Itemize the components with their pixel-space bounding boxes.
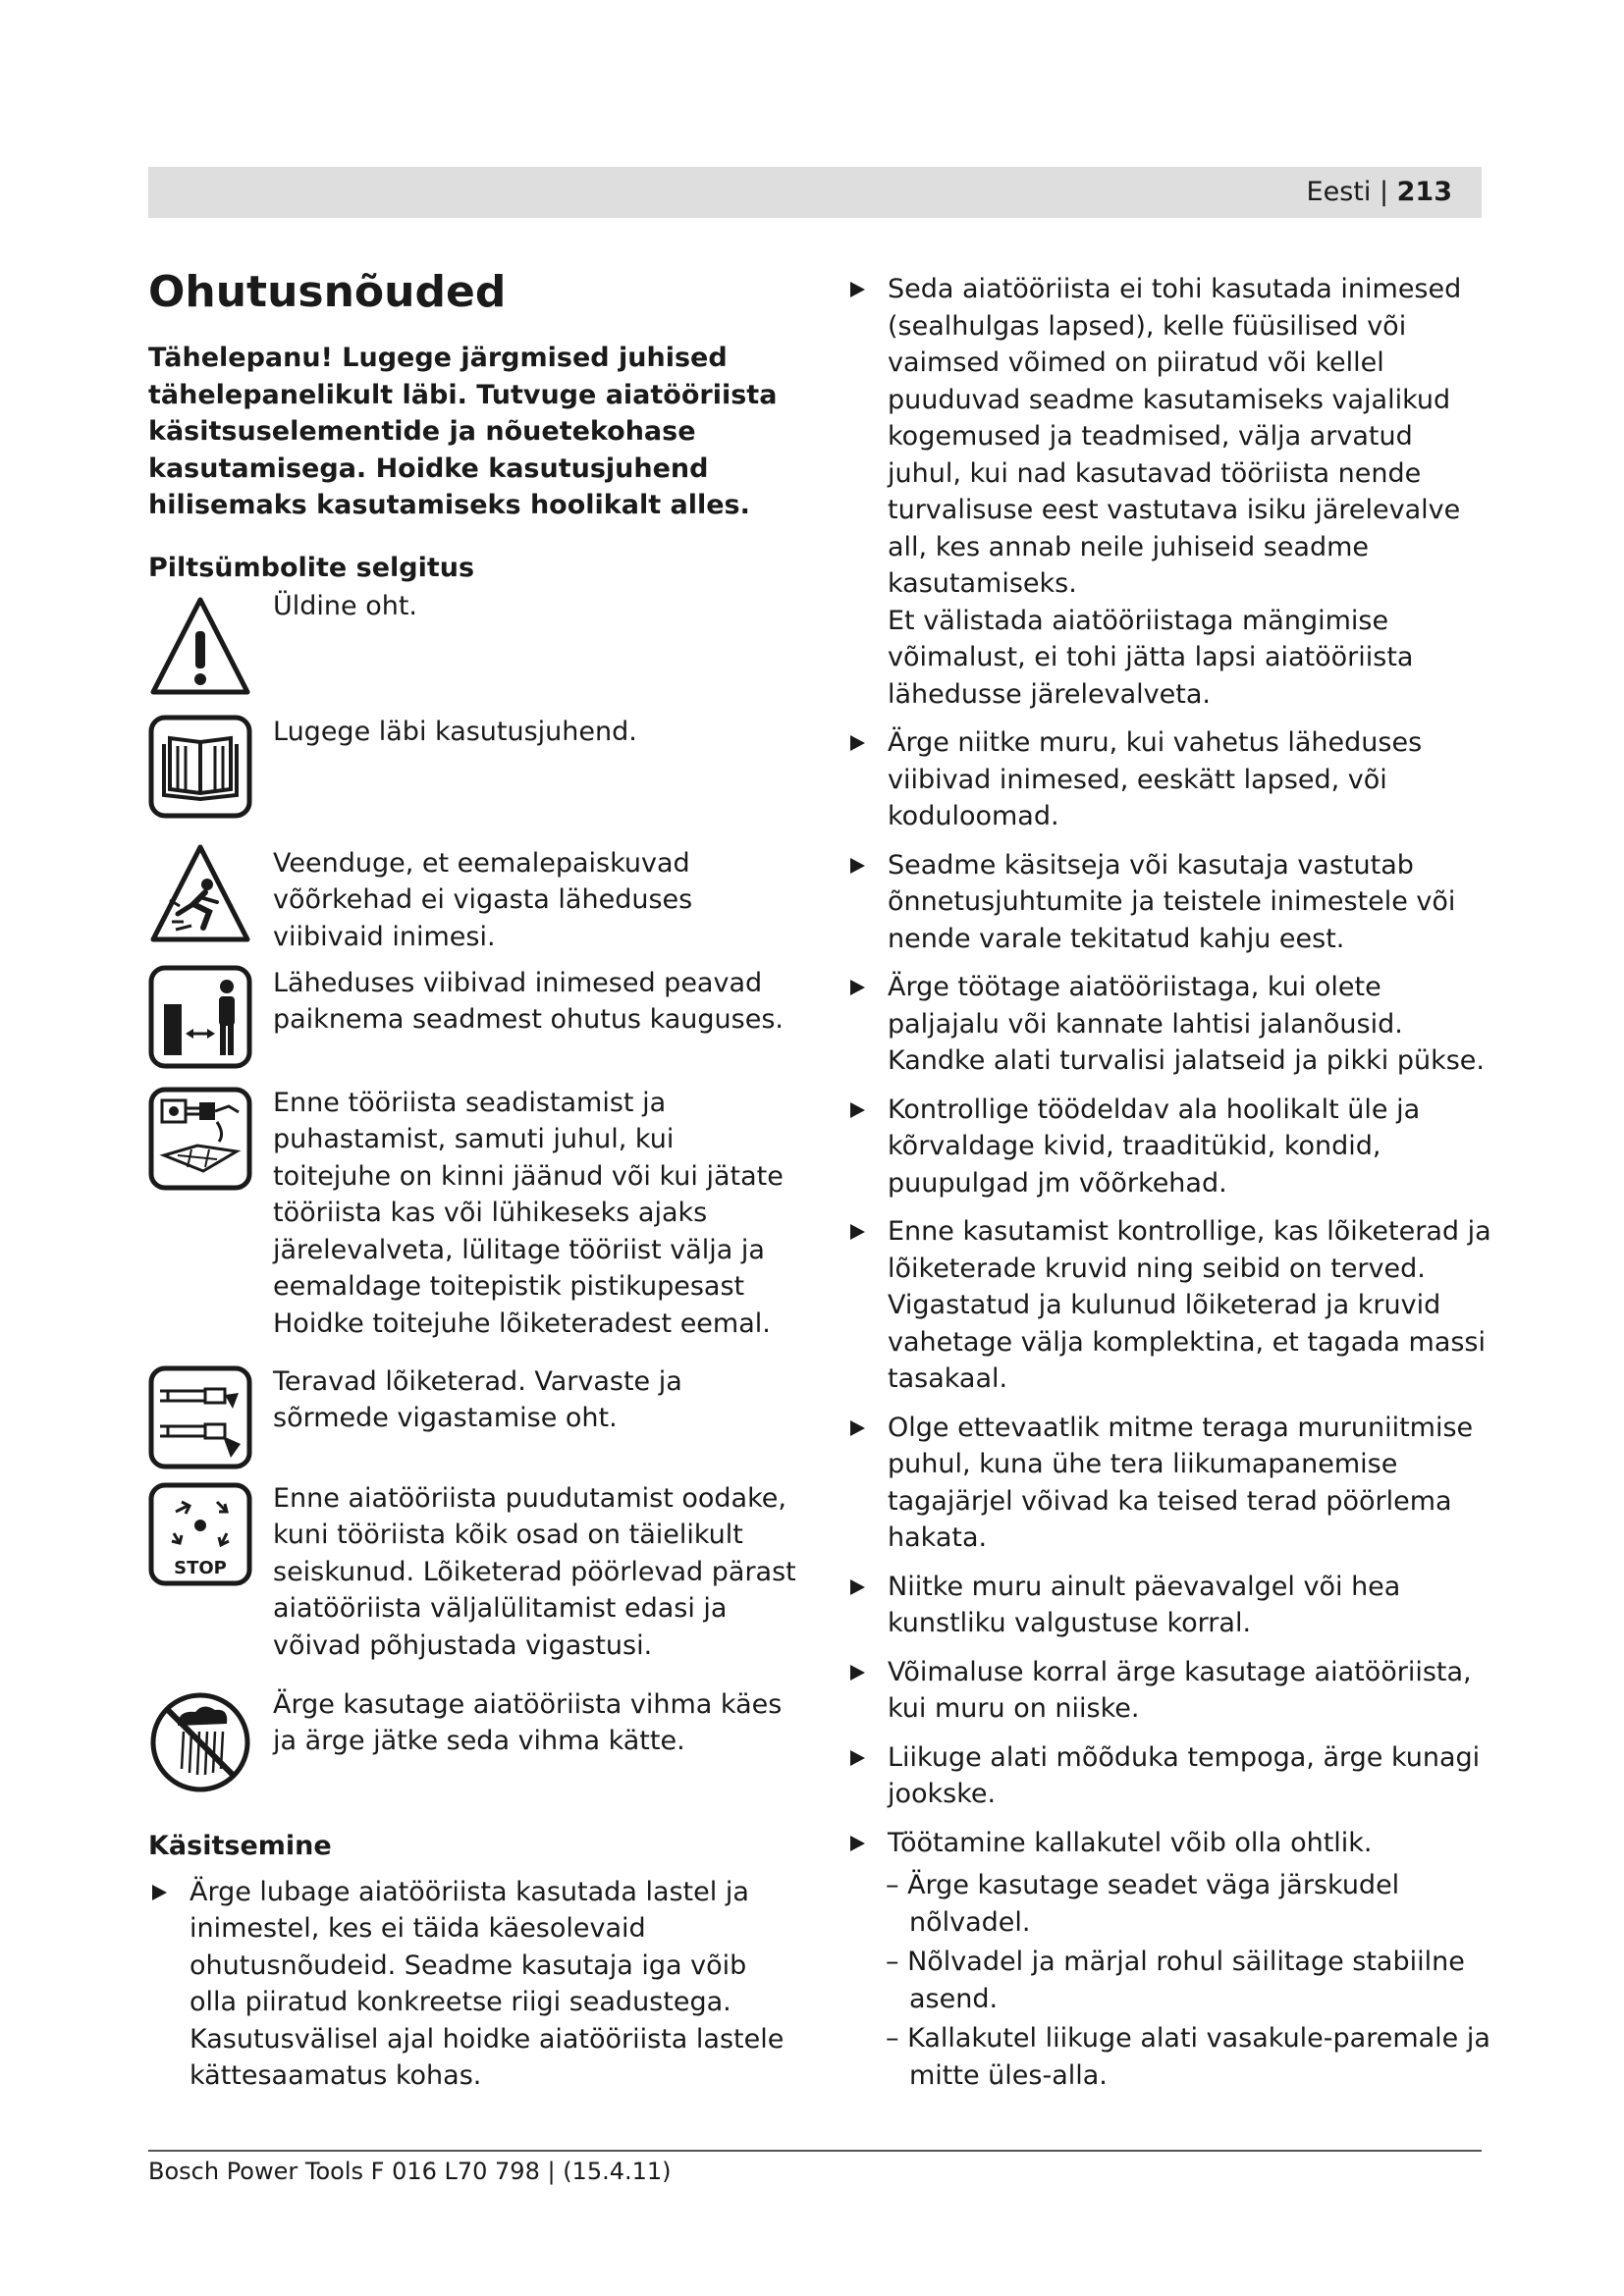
no-rain-icon — [148, 1690, 252, 1794]
list-item — [846, 1739, 1494, 1813]
keep-distance-icon — [148, 965, 252, 1069]
handling-heading: Käsitsemine — [148, 1830, 332, 1861]
list-item — [846, 847, 1494, 958]
page-number: 213 — [1396, 177, 1452, 207]
read-manual-icon — [148, 715, 252, 819]
bullet-triangle-icon — [850, 1420, 865, 1436]
bullet-triangle-icon — [850, 1665, 865, 1681]
list-item — [846, 969, 1494, 1080]
list-item-text: Ärge lubage aiatööriista kasutada lastel ja inimestel, kes ei täida käesolevaid ohutusnõudeid. Seadme kasutaja iga võib olla piiratud konkreetse riigi seadustega. Kasutusvälisel ajal hoidke aiatööriista lastele kättesaamatus kohas. — [189, 1876, 785, 2091]
thrown-objects-icon — [148, 841, 252, 945]
list-item — [846, 724, 1494, 835]
left-column — [148, 265, 796, 2107]
symbol-row — [148, 588, 796, 712]
sharp-blades-icon — [148, 1365, 252, 1469]
handling-list — [148, 1874, 796, 2095]
bullet-triangle-icon — [850, 1836, 865, 1851]
bullet-triangle-icon — [850, 282, 865, 297]
footer-text: Bosch Power Tools F 016 L70 798 | (15.4.11) — [148, 2158, 672, 2185]
list-item-text: Seda aiatööriista ei tohi kasutada inimesed (sealhulgas lapsed), kelle füüsilised või vaimsed võimed on piiratud või kellel puuduvad seadme kasutamiseks vajalikud kogemused ja teadmised, välja arvatud juhul, kui nad kasutavad tööriista nende turvalisuse eest vastutava isiku järelevalve all, kes annab neile juhiseid seadme kasutamiseks. Et välistada aiatööriistaga mängimise võimalust, ei tohi jätta lapsi aiatööriista lähedusse järelevalveta. — [888, 274, 1462, 710]
list-item — [148, 1874, 796, 2095]
symbol-row — [148, 1686, 796, 1814]
list-item-text: Ärge niitke muru, kui vahetus läheduses viibivad inimesed, eeskätt lapsed, või koduloomad. — [888, 727, 1423, 831]
list-item-text: Niitke muru ainult päevavalgel või hea kunstliku valgustuse korral. — [888, 1571, 1401, 1638]
sublist-item: – Kallakutel liikuge alati vasakule-paremale ja mitte üles-alla. — [886, 2023, 1490, 2091]
bullet-triangle-icon — [850, 1224, 865, 1240]
bullet-triangle-icon — [850, 735, 865, 751]
symbols-heading: Piltsümbolite selgitus — [148, 552, 475, 583]
symbol-text: Ärge kasutage aiatööriista vihma käes ja ärge jätke seda vihma kätte. — [273, 1688, 783, 1756]
stop-label: STOP — [174, 1557, 227, 1578]
list-item — [846, 1825, 1494, 1862]
right-column — [846, 271, 1494, 2097]
header-language: Eesti — [1306, 177, 1372, 207]
symbol-row — [148, 1363, 796, 1480]
page-title: Ohutusnõuded — [148, 267, 507, 317]
list-item — [846, 1410, 1494, 1557]
unplug-icon — [148, 1087, 252, 1191]
safety-list — [846, 271, 1494, 1861]
symbol-list — [148, 588, 796, 1814]
symbol-row — [148, 1480, 796, 1686]
slope-sublist — [846, 1867, 1494, 2094]
symbol-row — [148, 961, 796, 1085]
bullet-triangle-icon — [850, 980, 865, 995]
symbol-text: Lugege läbi kasutusjuhend. — [273, 716, 637, 747]
bullet-triangle-icon — [850, 858, 865, 874]
list-item — [846, 1569, 1494, 1642]
intro-warning: Tähelepanu! Lugege järgmised juhised tähelepanelikult läbi. Tutvuge aiatööriista käsitsuselementide ja nõuetekohase kasutamisega. Hoidke kasutusjuhend hilisemaks kasutamiseks hoolikalt alles. — [148, 343, 778, 520]
bullet-triangle-icon — [152, 1885, 167, 1900]
list-item — [846, 1213, 1494, 1398]
list-item — [846, 1092, 1494, 1202]
list-item-text: Võimaluse korral ärge kasutage aiatööriista, kui muru on niiske. — [888, 1656, 1472, 1724]
header-separator: | — [1371, 177, 1397, 207]
list-item-text: Enne kasutamist kontrollige, kas lõiketerad ja lõiketerade kruvid ning seibid on terved. Vigastatud ja kulunud lõiketerad ja kruvid vahetage välja komplektina, et tagada massi tasakaal. — [888, 1216, 1491, 1394]
bullet-triangle-icon — [850, 1102, 865, 1118]
bullet-triangle-icon — [850, 1750, 865, 1766]
symbol-text: Enne aiatööriista puudutamist oodake, kuni tööriista kõik osad on täielikult seiskunud. Lõiketerad pöörlevad pärast aiatööriista väljalülitamist edasi ja võivad põhjustada vigastusi. — [273, 1482, 796, 1661]
symbol-row — [148, 712, 796, 837]
page-header — [148, 167, 1482, 218]
list-item-text: Seadme käsitseja või kasutaja vastutab õnnetusjuhtumite ja teistele inimestele või nende varale tekitatud kahju eest. — [888, 849, 1456, 954]
symbol-text: Veenduge, et eemalepaiskuvad võõrkehad ei vigasta läheduses viibivaid inimesi. — [273, 847, 693, 952]
sublist-item: – Nõlvadel ja märjal rohul säilitage stabiilne asend. — [886, 1947, 1465, 2014]
list-item-text: Olge ettevaatlik mitme teraga muruniitmise puhul, kuna ühe tera liikumapanemise tagajärjel võivad ka teised terad pöörlema hakata. — [888, 1412, 1474, 1553]
symbol-row — [148, 837, 796, 961]
symbol-text: Enne tööriista seadistamist ja puhastamist, samuti juhul, kui toitejuhe on kinni jäänud või kui jätate tööriista kas või lühikeseks ajaks järelevalveta, lülitage tööriist välja ja eemaldage toitepistik pistikupesast Hoidke toitejuhe lõiketeradest eemal. — [273, 1087, 784, 1339]
general-danger-icon — [148, 594, 252, 698]
symbol-text: Üldine oht. — [273, 590, 418, 621]
header-label — [1307, 175, 1452, 210]
list-item-text: Töötamine kallakutel võib olla ohtlik. — [888, 1827, 1373, 1858]
wait-stop-icon — [148, 1482, 252, 1586]
symbol-text: Teravad lõiketerad. Varvaste ja sõrmede vigastamise oht. — [273, 1365, 682, 1433]
bullet-triangle-icon — [850, 1579, 865, 1595]
list-item-text: Kontrollige töödeldav ala hoolikalt üle ja kõrvaldage kivid, traaditükid, kondid, puupulgad jm võõrkehad. — [888, 1094, 1421, 1199]
footer-divider — [148, 2150, 1482, 2152]
symbol-text: Läheduses viibivad inimesed peavad paiknema seadmest ohutus kauguses. — [273, 967, 784, 1035]
list-item-text: Ärge töötage aiatööriistaga, kui olete paljajalu või kannate lahtisi jalanõusid. Kandke alati turvalisi jalatseid ja pikki pükse. — [888, 972, 1485, 1076]
list-item — [846, 271, 1494, 713]
symbol-row — [148, 1085, 796, 1363]
list-item — [846, 1654, 1494, 1728]
sublist-item: – Ärge kasutage seadet väga järskudel nõlvadel. — [886, 1870, 1400, 1938]
list-item-text: Liikuge alati mõõduka tempoga, ärge kunagi jookske. — [888, 1741, 1481, 1809]
